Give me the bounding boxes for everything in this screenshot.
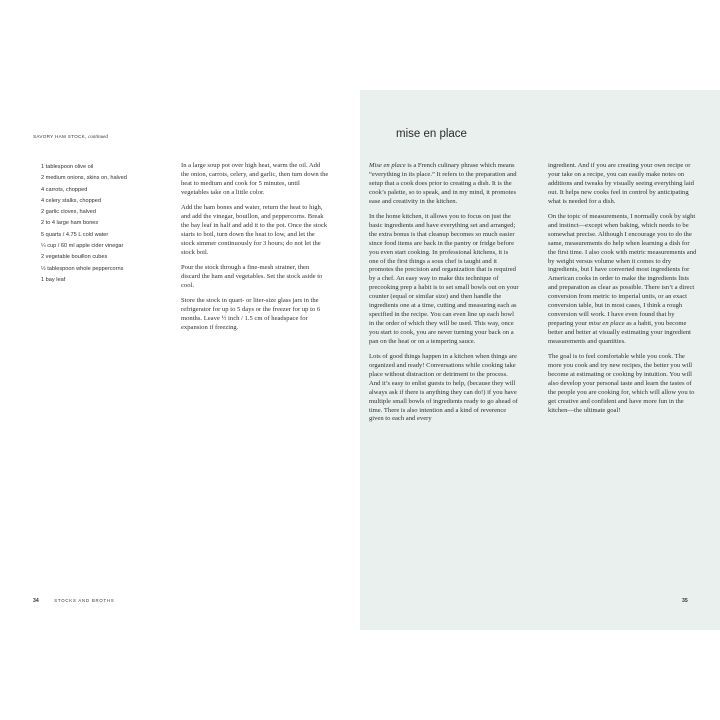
paragraph: ingredient. And if you are creating your own recipe or your take on a recipe, you can easily make notes on additions and tweaks by visually seeing everything laid out. It helps new cooks feel in control by anticipating what is needed for a dish. xyxy=(548,162,694,205)
method-step: Pour the stock through a fine-mesh strainer, then discard the ham and vegetables. Set the stock aside to cool. xyxy=(181,264,323,289)
term-italic: mise en place xyxy=(588,319,625,327)
ingredient-item: ½ tablespoon whole peppercorns xyxy=(41,265,124,272)
recipe-method xyxy=(181,162,329,339)
method-step: Add the ham bones and water, return the heat to high, and add the vinegar, bouillon, and peppercorns. Break the bay leaf in half and add it to the pot. Once the stock starts to boil, turn down the heat to low, and let the stock simmer continuously for 3 hours; do not let the stock boil. xyxy=(181,204,328,256)
running-head-continued: continued xyxy=(88,135,108,140)
paragraph: In the home kitchen, it allows you to focus on just the basic ingredients and have everything set and arranged; the extra bonus is that cleanup becomes so much easier since food items are back in the pantry or fridge before you even start cooking. In professional kitchens, it is one of the first things a sous chef is taught and it promotes the precision and organization that is required by a chef. An easy way to make this technique of precooking prep a habit is to set small bowls out on your counter (equal or similar size) and then handle the ingredients one at a time, cutting and measuring each as specified in the recipe. You can even line up each bowl in the order of which they will be used. This way, once you start to cook, you are never turning your back on a pan on the heat or on a tempering sauce. xyxy=(369,213,519,345)
section-name: STOCKS AND BROTHS xyxy=(54,598,115,603)
page-title: mise en place xyxy=(396,128,467,140)
page-number: 34 xyxy=(33,598,39,604)
right-page-number: 35 xyxy=(682,598,688,604)
method-step: In a large soup pot over high heat, warm the oil. Add the onion, carrots, celery, and garlic, then turn down the heat to medium and cook for 5 minutes, until vegetables take on a little color. xyxy=(181,162,329,196)
ingredient-item: 5 quarts / 4.75 L cold water xyxy=(41,231,109,238)
paragraph-text: as a habit, you become better and better at visually estimating your ingredient measurements and quantities. xyxy=(548,319,692,345)
left-folio xyxy=(33,598,115,604)
running-head-title: SAVORY HAM STOCK, xyxy=(33,134,87,139)
ingredient-item: 2 medium onions, skins on, halved xyxy=(41,175,127,182)
paragraph: The goal is to feel comfortable while you cook. The more you cook and try new recipes, the better you will become at estimating or cooking by intuition. You will also develop your personal taste and learn the tastes of the people you are cooking for, which will allow you to get creative and confident and have more fun in the kitchen—the ultimate goal! xyxy=(548,353,695,414)
ingredient-item: 2 garlic cloves, halved xyxy=(41,209,97,216)
paragraph xyxy=(369,162,519,207)
ingredient-item: 4 celery stalks, chopped xyxy=(41,197,102,204)
ingredient-list xyxy=(41,162,163,286)
ingredient-item: 4 carrots, chopped xyxy=(41,186,88,193)
text-column-1 xyxy=(369,162,519,431)
paragraph-text: is a French culinary phrase which means “everything in its place.” It refers to the preparation and setup that a cook does prior to creating a dish. It is the cook’s palette, so to speak, and in my mind, it promotes ease and creativity in the kitchen. xyxy=(369,162,517,205)
ingredient-item: 1 tablespoon olive oil xyxy=(41,164,94,170)
paragraph: Lots of good things happen in a kitchen when things are organized and ready! Conversations while cooking take place without distraction or detriment to the process. And it’s easy to enlist guests to help, (because they will always ask if there is anything they can do!) if you have multiple small bowls of ingredients ready to go ahead of time. There is also intention and a kind of reverence given to each and every xyxy=(369,353,518,423)
ingredient-item: 2 vegetable bouillon cubes xyxy=(41,254,108,261)
term-italic: Mise en place xyxy=(369,162,406,169)
ingredient-item: ¼ cup / 60 ml apple cider vinegar xyxy=(41,243,124,250)
ingredient-item: 1 bay leaf xyxy=(41,276,66,283)
text-column-2 xyxy=(548,162,698,422)
method-step: Store the stock in quart- or liter-size glass jars in the refrigerator for up to 5 days or the freezer for up to 6 months. Leave ½ inch / 1.5 cm of headspace for expansion if freezing. xyxy=(181,297,321,331)
running-head xyxy=(33,134,108,140)
paragraph-text: On the topic of measurements, I normally cook by sight and instinct—except when baking, which needs to be somewhat precise. Although I encourage you to do the same, measurements do help when learning a dish for the first time. I also cook with metric measurements and by weight versus volume when it comes to dry ingredients, but I have converted most ingredients for American cooks in order to make the ingredients lists and preparation as clear as possible. There isn’t a direct conversion from metric to imperial units, or an exact conversion table, but in most cases, I think a rough conversion will work. I have even found that by preparing your xyxy=(548,213,697,327)
paragraph xyxy=(548,213,698,347)
ingredient-item: 2 to 4 large ham bones xyxy=(41,220,99,227)
